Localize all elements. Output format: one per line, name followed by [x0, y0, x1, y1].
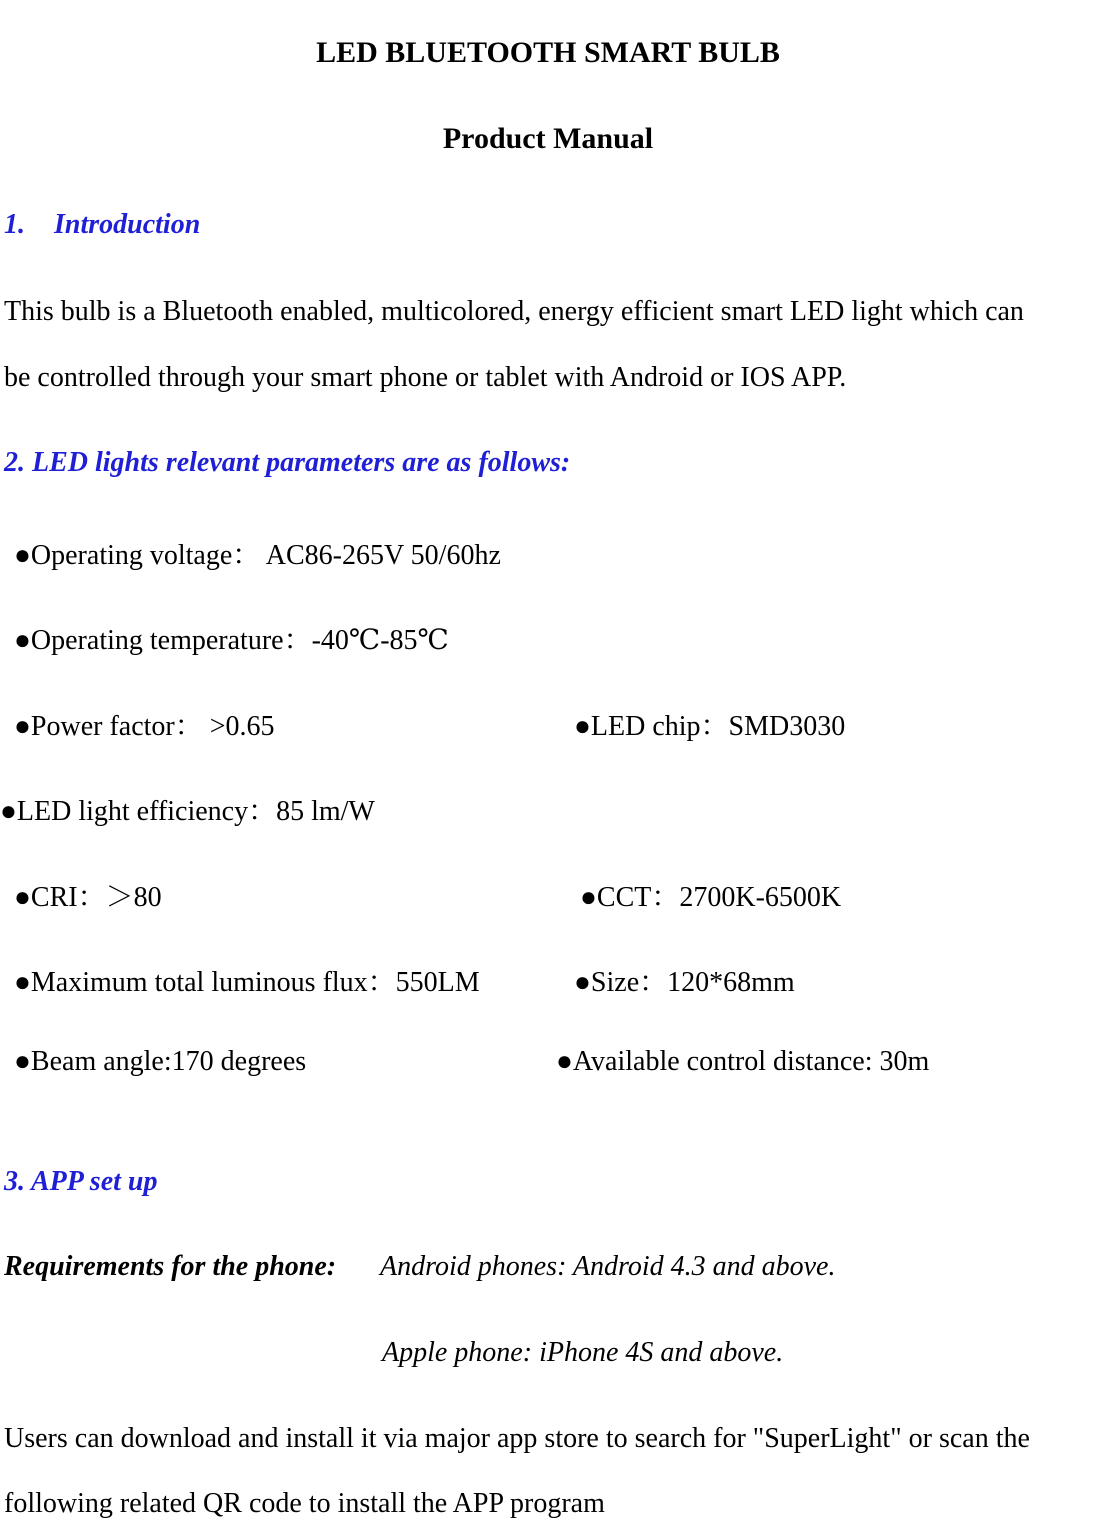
app-install-line-1: Users can download and install it via major app store to search for "SuperLight" or scan the: [4, 1423, 1030, 1454]
param-cri: ●CRI：＞80: [14, 882, 162, 913]
section-2-heading: 2. LED lights relevant parameters are as follows:: [4, 447, 571, 478]
section-1-heading: Introduction: [54, 209, 201, 240]
param-luminous-flux: ●Maximum total luminous flux：550LM: [14, 967, 480, 998]
param-beam-angle: ●Beam angle:170 degrees: [14, 1046, 307, 1077]
requirement-apple: Apple phone: iPhone 4S and above.: [382, 1337, 784, 1368]
app-install-line-2: following related QR code to install the APP program: [4, 1488, 605, 1519]
document-title: LED BLUETOOTH SMART BULB: [316, 36, 780, 69]
intro-line-1: This bulb is a Bluetooth enabled, multicolored, energy efficient smart LED light which can: [4, 296, 1024, 327]
document-subtitle: Product Manual: [442, 122, 654, 155]
section-3-heading: 3. APP set up: [4, 1166, 158, 1197]
section-1-number: 1.: [4, 209, 25, 240]
param-control-distance: ●Available control distance: 30m: [556, 1046, 930, 1077]
param-led-chip: ●LED chip：SMD3030: [574, 711, 846, 742]
param-power-factor: ●Power factor： >0.65: [14, 711, 275, 742]
requirement-android: Android phones: Android 4.3 and above.: [380, 1251, 836, 1282]
param-size: ●Size：120*68mm: [574, 967, 795, 998]
param-light-efficiency: ●LED light efficiency：85 lm/W: [0, 796, 375, 827]
intro-line-2: be controlled through your smart phone or tablet with Android or IOS APP.: [4, 362, 847, 393]
param-operating-temperature: ●Operating temperature：-40℃-85℃: [14, 625, 449, 656]
param-cct: ●CCT：2700K-6500K: [580, 882, 842, 913]
param-operating-voltage: ●Operating voltage： AC86-265V 50/60hz: [14, 540, 501, 571]
requirements-label: Requirements for the phone:: [4, 1251, 337, 1282]
